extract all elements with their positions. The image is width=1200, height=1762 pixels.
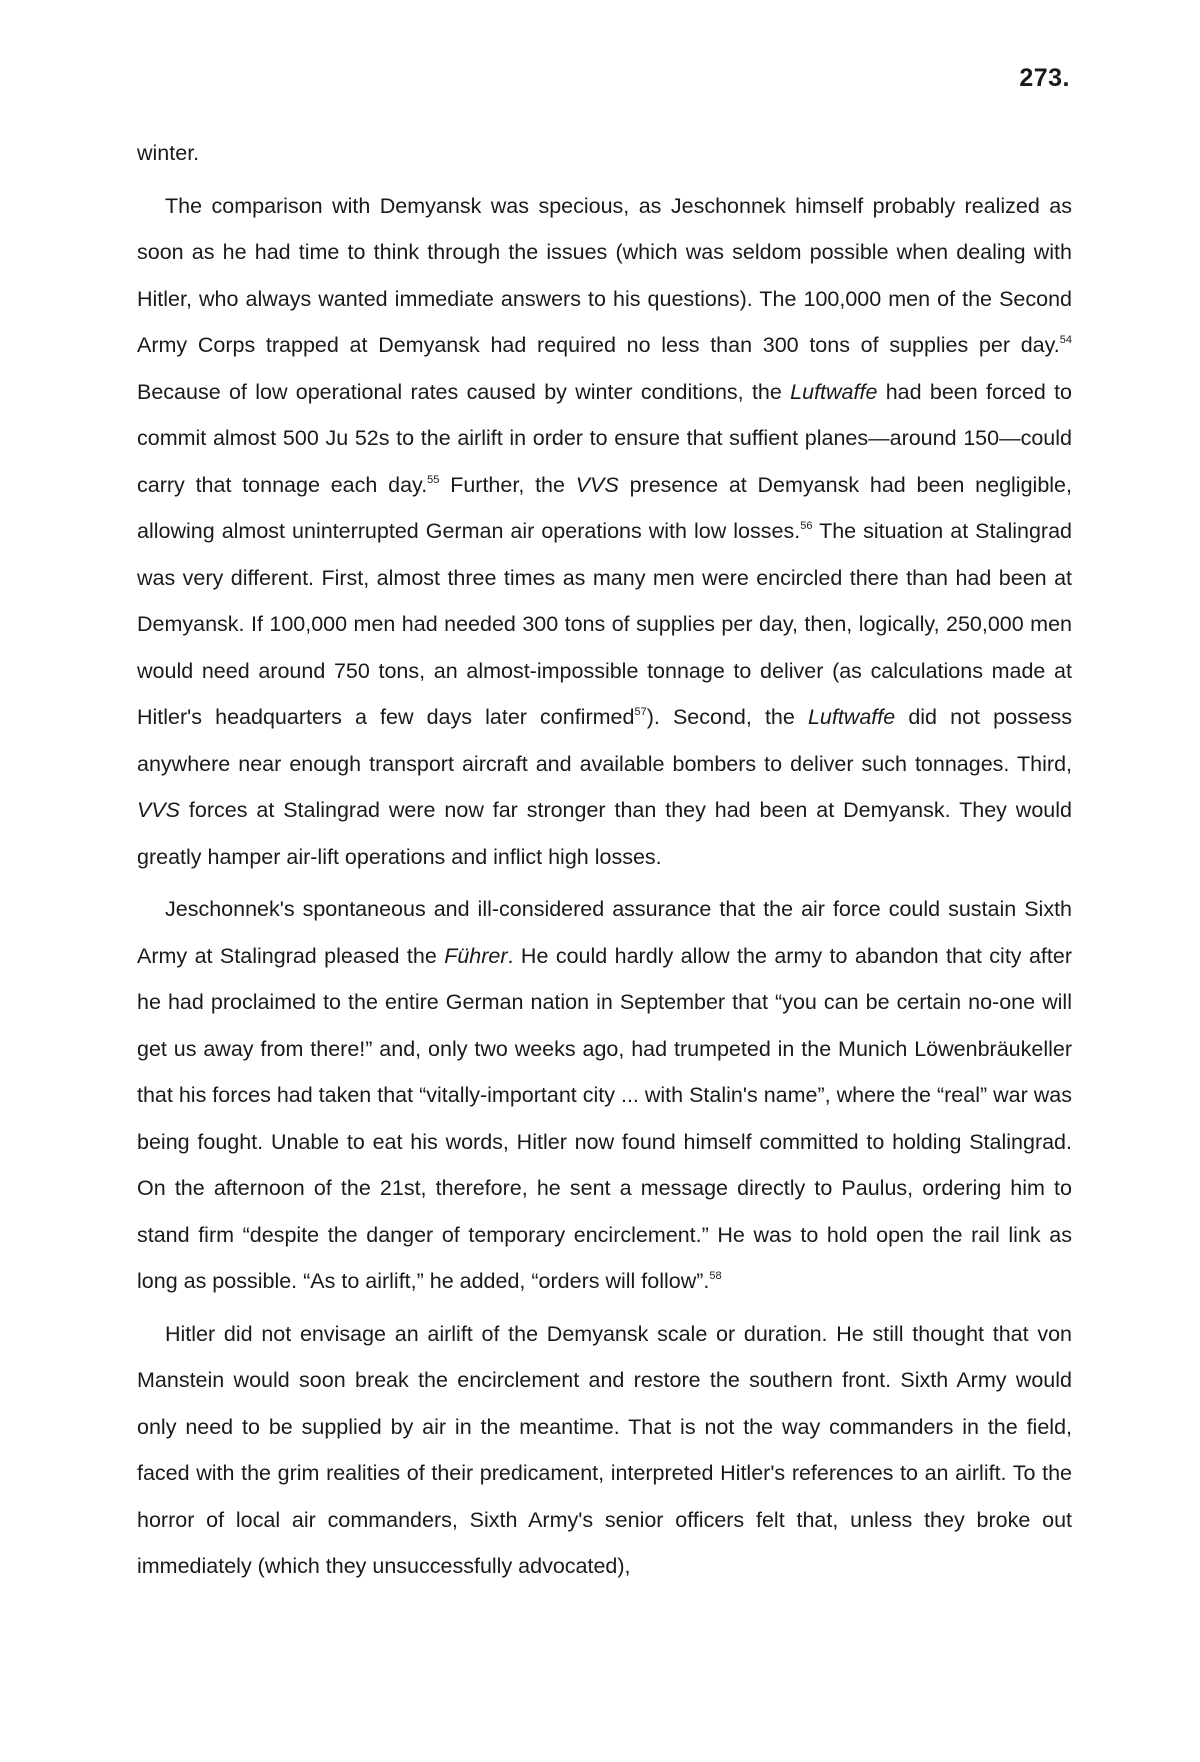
body-text [137,130,1072,1596]
italic-text: Luftwaffe [790,379,878,404]
text-run: The comparison with Demyansk was specious, as Jeschonnek himself probably realized as soon as he had time to think through the issues (which was seldom possible when dealing with Hitler, who always wanted immediate answers to his questions). The 100,000 men of the Second Army Corps trapped at Demyansk had required no less than 300 tons of supplies per day. [137,193,1072,357]
footnote-reference: 56 [800,520,813,532]
text-run: The situation at Stalingrad was very different. First, almost three times as many men were encircled there than had been at Demyansk. If 100,000 men had needed 300 tons of supplies per day, then, logically, 250,000 men would need around 750 tons, an almost-impossible tonnage to deliver (as calculations made at Hitler's headquarters a few days later confirmed [137,519,1072,729]
italic-text: Luftwaffe [807,705,896,729]
paragraph [137,130,1072,177]
paragraph [137,183,1072,881]
text-run: did not possess anywhere near enough transport aircraft and available bombers to deliver such tonnages. Third, [137,705,1072,776]
text-run: Hitler did not envisage an airlift of the Demyansk scale or duration. He still thought that von Manstein would soon break the encirclement and restore the southern front. Sixth Army would only need to be supplied by air in the meantime. That is not the way commanders in the field, faced with the grim realities of their predicament, interpreted Hitler's references to an airlift. To the horror of local air commanders, Sixth Army's senior officers felt that, unless they broke out immediately (which they unsuccessfully advocated), [137,1321,1072,1578]
text-run: Jeschonnek's spontaneous and ill-considered assurance that the air force could sustain Sixth Army at Stalingrad pleased the [137,897,1072,968]
italic-text: Führer [444,943,508,968]
italic-text: VVS [137,798,181,822]
paragraph [137,886,1072,1305]
footnote-reference: 54 [1059,334,1072,346]
footnote-reference: 58 [709,1270,722,1282]
paragraph [137,1311,1072,1590]
text-run: Because of low operational rates caused by winter conditions, the [137,379,791,404]
footnote-reference: 57 [634,706,647,718]
text-run: winter. [137,141,200,165]
text-run: ). Second, the [646,705,808,729]
footnote-reference: 55 [427,473,440,486]
italic-text: VVS [575,472,619,497]
text-run: forces at Stalingrad were now far stronger than they had been at Demyansk. They would greatly hamper air-lift operations and inflict high losses. [137,798,1072,869]
text-run: Further, the [439,472,576,497]
text-run: . He could hardly allow the army to abandon that city after he had proclaimed to the entire German nation in September that “you can be certain no-one will get us away from there!” and, only two weeks ago, had trumpeted in the Munich Löwenbräukeller that his forces had taken that “vitally-important city ... with Stalin's name”, where the “real” war was being fought. Unable to eat his words, Hitler now found himself committed to holding Stalingrad. On the afternoon of the 21st, therefore, he sent a message directly to Paulus, ordering him to stand firm “despite the danger of temporary encirclement.” He was to hold open the rail link as long as possible. “As to airlift,” he added, “orders will follow”. [137,943,1072,1293]
text-run: had been forced to commit almost 500 Ju 52s to the airlift in order to ensure that suffient planes—around 150—could carry that tonnage each day. [137,379,1073,497]
page-number: 273. [1019,64,1070,92]
text-run: presence at Demyansk had been negligible, allowing almost uninterrupted German air operations with low losses. [137,472,1072,543]
